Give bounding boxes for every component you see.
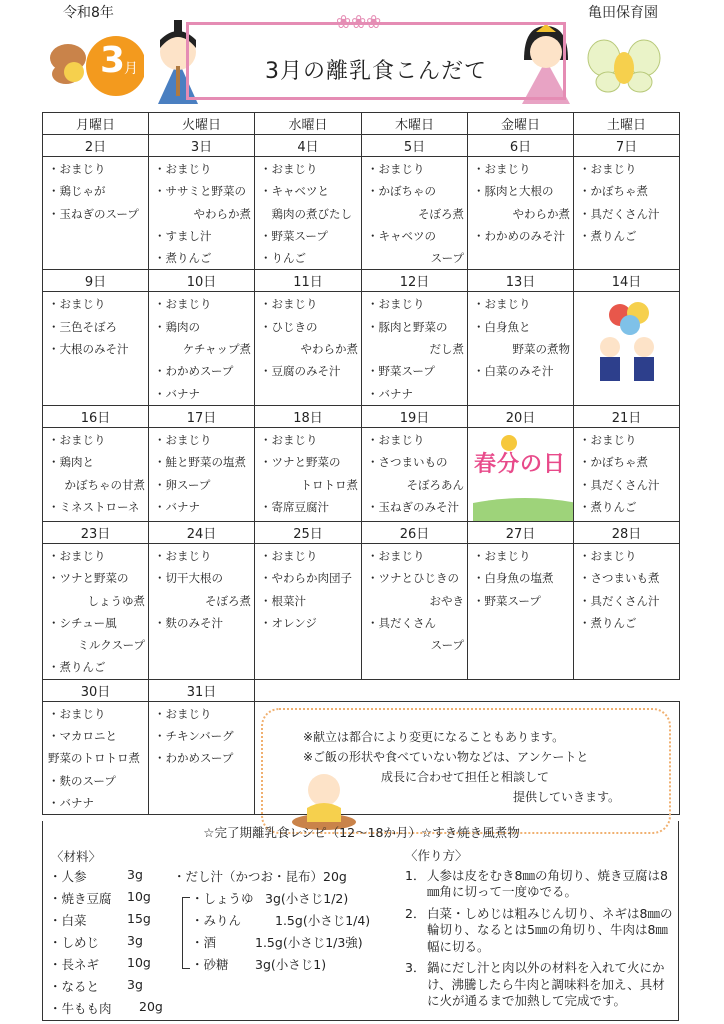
menu-item: ・豚肉と野菜の — [367, 319, 448, 334]
date-cell: 20日 — [468, 405, 574, 427]
menu-item: ・りんご — [260, 251, 306, 266]
menu-cell — [574, 157, 680, 270]
ingredient-name: ・牛もも肉 — [49, 1001, 112, 1016]
menu-cell — [468, 543, 574, 679]
month-number: 3 — [100, 40, 126, 81]
seasoning-qty: 1.5g(小さじ1/4) — [275, 913, 371, 928]
date-cell: 18日 — [255, 405, 362, 427]
menu-cell — [362, 292, 468, 405]
date-cell: 26日 — [362, 521, 468, 543]
menu-item: ・鶏じゃが — [48, 184, 106, 199]
menu-cell — [255, 157, 362, 270]
step-text: 人参は皮をむき8㎜の角切り、焼き豆腐は8㎜角に切って一度ゆでる。 — [427, 867, 668, 899]
recipe-steps — [405, 848, 677, 1015]
menu-item: ・鶏肉と — [48, 455, 94, 470]
menu-cell — [149, 427, 255, 521]
menu-item: ・白身魚と — [473, 319, 531, 334]
menu-item: ・わかめスープ — [154, 751, 234, 766]
menu-item: 野菜の煮物 — [512, 342, 570, 357]
date-cell: 25日 — [255, 521, 362, 543]
weekday-sat: 土曜日 — [574, 113, 680, 135]
menu-item: ・おまじり — [473, 548, 531, 563]
menu-cell — [43, 701, 149, 814]
month-badge-icon — [44, 30, 144, 100]
menu-item: ・さつまいも煮 — [579, 571, 660, 586]
ingredient-qty: 15g — [127, 911, 151, 926]
menu-item: ・根菜汁 — [260, 593, 306, 608]
date-cell: 31日 — [149, 679, 255, 701]
menu-item: ・おまじり — [260, 548, 318, 563]
menu-item: おやき — [429, 593, 464, 608]
seasoning-qty: 3g(小さじ1) — [255, 957, 327, 972]
notes-cell — [255, 701, 680, 814]
date-cell: 7日 — [574, 135, 680, 157]
menu-item: ・おまじり — [48, 706, 106, 721]
menu-item: ・おまじり — [367, 162, 425, 176]
materials-label: 〈材料〉 — [51, 849, 102, 864]
menu-cell — [43, 292, 149, 405]
menu-item: やわらか煮 — [300, 342, 358, 357]
menu-item: ・おまじり — [48, 297, 106, 312]
menu-item: ・ツナと野菜の — [48, 571, 129, 586]
menu-item: ・ミネストローネ — [48, 499, 140, 514]
menu-cell — [43, 427, 149, 521]
event-label: 春分の日 — [474, 451, 567, 477]
menu-item: トロトロ煮 — [300, 477, 358, 492]
menu-item: ・玉ねぎのスープ — [48, 206, 139, 221]
menu-item: そぼろあん — [406, 477, 464, 492]
menu-item: ・煮りんご — [579, 499, 637, 514]
menu-item: ・麩のみそ汁 — [154, 615, 223, 630]
menu-item: ・おまじり — [473, 162, 531, 176]
page-title: 3月の離乳食こんだて — [265, 59, 487, 84]
menu-item: ・おまじり — [367, 432, 425, 447]
date-cell: 27日 — [468, 521, 574, 543]
menu-item: ・おまじり — [154, 297, 212, 312]
menu-cell — [149, 701, 255, 814]
ingredient-name: ・人参 — [49, 869, 87, 884]
seasoning-name: ・みりん — [191, 913, 242, 928]
menu-item: ・かぼちゃの — [367, 184, 436, 199]
menu-item: ・卵スープ — [154, 477, 211, 492]
date-cell: 13日 — [468, 270, 574, 292]
menu-row — [43, 157, 680, 270]
title-frame — [186, 14, 566, 100]
ingredient-name: ・長ネギ — [49, 957, 100, 972]
date-cell: 28日 — [574, 521, 680, 543]
menu-item: ・おまじり — [367, 548, 425, 563]
menu-item: ・マカロニと — [48, 729, 117, 744]
menu-item: 鶏肉の煮びたし — [260, 206, 352, 221]
menu-item: ・やわらか肉団子 — [260, 571, 352, 586]
menu-row — [43, 427, 680, 521]
menu-item: ・シチュー風 — [48, 615, 117, 630]
menu-item: しょうゆ煮 — [87, 593, 145, 608]
menu-item: スープ — [430, 251, 464, 266]
ingredient-qty: 10g — [127, 955, 151, 970]
menu-item: ・ツナと野菜の — [260, 455, 341, 470]
menu-item: かぼちゃの甘煮 — [64, 477, 145, 492]
menu-item: ミルクスープ — [77, 638, 145, 653]
menu-item: ・野菜スープ — [473, 593, 541, 608]
menu-cell — [362, 427, 468, 521]
menu-cell — [43, 543, 149, 679]
menu-cell — [362, 543, 468, 679]
ingredient-name: ・なると — [49, 979, 100, 994]
menu-item: ・おまじり — [48, 162, 106, 176]
date-cell: 16日 — [43, 405, 149, 427]
menu-item: ・おまじり — [367, 297, 425, 312]
note-line: 提供していきます。 — [513, 789, 621, 804]
step-text: 鍋にだし汁と肉以外の材料を入れて火にかけ、沸騰したら牛肉と調味料を加え、具材に火が通るまで加熱して完成です。 — [427, 960, 665, 1008]
recipe-step — [405, 960, 677, 1010]
menu-item: ・麩のスープ — [48, 773, 116, 788]
menu-item: ・野菜スープ — [260, 228, 328, 243]
ingredient-qty: 3g — [127, 867, 143, 882]
date-row — [43, 679, 680, 701]
menu-item: ・ひじきの — [260, 319, 318, 334]
note-line: ※献立は都合により変更になることもあります。 — [303, 729, 565, 744]
menu-item: ・バナナ — [154, 386, 200, 401]
seasoning-qty: 3g(小さじ1/2) — [265, 891, 349, 906]
date-row — [43, 270, 680, 292]
menu-item: ・切干大根の — [154, 571, 223, 586]
menu-item: ・おまじり — [579, 162, 637, 176]
menu-item: スープ — [430, 638, 464, 653]
menu-item: ・豆腐のみそ汁 — [260, 364, 341, 379]
recipe-step — [405, 906, 677, 956]
date-cell: 19日 — [362, 405, 468, 427]
menu-item: ・バナナ — [48, 795, 94, 810]
era-year: 令和8年 — [63, 5, 114, 21]
date-cell: 21日 — [574, 405, 680, 427]
date-row — [43, 135, 680, 157]
menu-item: そぼろ煮 — [418, 206, 464, 221]
date-cell: 5日 — [362, 135, 468, 157]
menu-item: ・大根のみそ汁 — [48, 342, 129, 357]
menu-item: ・白菜のみそ汁 — [473, 364, 554, 379]
menu-item: ・煮りんご — [48, 660, 106, 675]
weekday-header — [43, 113, 680, 135]
recipe-step — [405, 868, 677, 901]
weekday-wed: 水曜日 — [255, 113, 362, 135]
menu-item: ・バナナ — [154, 499, 200, 514]
menu-cell — [362, 157, 468, 270]
menu-cell — [149, 543, 255, 679]
butterfly-icon — [586, 34, 662, 96]
menu-cell — [255, 427, 362, 521]
menu-item: ・おまじり — [154, 432, 212, 447]
menu-item: そぼろ煮 — [205, 593, 251, 608]
menu-cell — [468, 157, 574, 270]
date-cell: 11日 — [255, 270, 362, 292]
weekday-thu: 木曜日 — [362, 113, 468, 135]
menu-calendar — [42, 112, 680, 815]
menu-cell — [255, 543, 362, 679]
date-cell: 24日 — [149, 521, 255, 543]
seasoning-name: ・しょうゆ — [191, 891, 254, 906]
menu-item: やわらか煮 — [193, 206, 251, 221]
menu-cell — [574, 543, 680, 679]
date-cell: 17日 — [149, 405, 255, 427]
menu-cell — [468, 427, 574, 521]
menu-item: ・チキンバーグ — [154, 729, 234, 744]
menu-item: ・ササミと野菜の — [154, 184, 246, 199]
menu-item: ・煮りんご — [579, 228, 637, 243]
date-cell: 4日 — [255, 135, 362, 157]
seasoning-name: ・酒 — [191, 935, 217, 950]
step-text: 白菜・しめじは粗みじん切り、ネギは8㎜の輪切り、なるとは5㎜の角切り、牛肉は8㎜幅に切る。 — [427, 905, 673, 954]
menu-item: ・具だくさん汁 — [579, 206, 660, 221]
menu-item: ・おまじり — [473, 297, 531, 312]
menu-item: ・ツナとひじきの — [367, 571, 459, 586]
seasoning-qty: 1.5g(小さじ1/3強) — [255, 935, 363, 950]
menu-item: ・具だくさん汁 — [579, 593, 660, 608]
note-line: 成長に合わせて担任と相談して — [381, 769, 550, 784]
menu-row — [43, 543, 680, 679]
menu-item: ・豚肉と大根の — [473, 184, 554, 199]
menu-item: ・かぼちゃ煮 — [579, 184, 648, 199]
menu-item: ・具だくさん汁 — [579, 477, 660, 492]
weekday-mon: 月曜日 — [43, 113, 149, 135]
menu-cell — [149, 292, 255, 405]
menu-item: ・おまじり — [579, 432, 637, 447]
ingredient-qty: 20g — [139, 999, 163, 1014]
date-cell: 9日 — [43, 270, 149, 292]
menu-cell — [149, 157, 255, 270]
menu-item: だし煮 — [429, 342, 464, 357]
menu-item: ・おまじり — [260, 297, 318, 312]
step-number: 1． — [405, 867, 426, 883]
menu-item: ・野菜スープ — [367, 364, 435, 379]
weekday-tue: 火曜日 — [149, 113, 255, 135]
steps-label: 〈作り方〉 — [405, 848, 468, 863]
menu-item: ・白身魚の塩煮 — [473, 571, 554, 586]
menu-cell — [43, 157, 149, 270]
ingredient-qty: 3g — [127, 977, 143, 992]
menu-item: ・おまじり — [260, 432, 318, 447]
menu-item: ・おまじり — [48, 548, 106, 563]
menu-item: ・おまじり — [579, 548, 637, 563]
menu-item: ・おまじり — [260, 162, 318, 176]
ingredient-name: ・白菜 — [49, 913, 87, 928]
menu-item: ・煮りんご — [579, 615, 637, 630]
seasoning-name: ・砂糖 — [191, 957, 229, 972]
menu-item: ・さつまいもの — [367, 455, 448, 470]
menu-item: ・バナナ — [367, 386, 413, 401]
menu-item: ケチャップ煮 — [182, 342, 251, 357]
date-cell: 6日 — [468, 135, 574, 157]
date-cell: 3日 — [149, 135, 255, 157]
menu-item: ・鮭と野菜の塩煮 — [154, 455, 246, 470]
seasoning-bracket — [182, 897, 190, 969]
menu-item: ・わかめのみそ汁 — [473, 228, 565, 243]
menu-item: ・かぼちゃ煮 — [579, 455, 648, 470]
date-cell: 12日 — [362, 270, 468, 292]
step-number: 3． — [405, 960, 426, 975]
graduation-kids-icon — [580, 301, 676, 387]
menu-item: ・オレンジ — [260, 615, 317, 630]
dashi-item: ・だし汁（かつお・昆布）20g — [173, 869, 347, 884]
recipe-title: ☆完了期離乳食レシピ（12～18か月）☆すき焼き風煮物 — [203, 825, 520, 840]
menu-cell — [255, 292, 362, 405]
notes-box — [261, 708, 671, 834]
menu-item: ・おまじり — [154, 162, 212, 176]
menu-item: ・具だくさん — [367, 615, 436, 630]
ingredient-name: ・焼き豆腐 — [49, 891, 112, 906]
menu-item: ・鶏肉の — [154, 319, 200, 334]
menu-item: ・おまじり — [154, 548, 212, 563]
ingredient-qty: 3g — [127, 933, 143, 948]
menu-item: ・わかめスープ — [154, 364, 234, 379]
menu-item: ・キャベツの — [367, 228, 436, 243]
ingredient-qty: 10g — [127, 889, 151, 904]
menu-item: ・煮りんご — [154, 251, 212, 266]
menu-cell — [468, 292, 574, 405]
weekday-fri: 金曜日 — [468, 113, 574, 135]
menu-item: ・おまじり — [48, 432, 106, 447]
menu-item: ・すまし汁 — [154, 228, 212, 243]
menu-item: ・玉ねぎのみそ汁 — [367, 499, 459, 514]
menu-row — [43, 701, 680, 814]
date-cell: 2日 — [43, 135, 149, 157]
menu-item: ・寄席豆腐汁 — [260, 499, 329, 514]
school-name: 亀田保育園 — [588, 5, 658, 21]
menu-item: ・キャベツと — [260, 184, 329, 199]
menu-item: 野菜のトロトロ煮 — [48, 751, 140, 766]
ingredient-name: ・しめじ — [49, 935, 100, 950]
menu-item: ・おまじり — [154, 706, 212, 721]
step-number: 2． — [405, 905, 426, 921]
date-cell: 10日 — [149, 270, 255, 292]
date-cell: 14日 — [574, 270, 680, 292]
date-cell: 30日 — [43, 679, 149, 701]
menu-item: やわらか煮 — [512, 206, 570, 221]
menu-cell — [574, 427, 680, 521]
menu-cell — [574, 292, 680, 405]
menu-item: ・三色そぼろ — [48, 319, 117, 334]
ribbon-icon: ❀❀❀ — [336, 12, 382, 33]
recipe-section — [42, 821, 679, 1021]
month-unit: 月 — [124, 61, 138, 77]
note-line: ※ご飯の形状や食べていない物などは、アンケートと — [303, 749, 589, 764]
date-cell: 23日 — [43, 521, 149, 543]
date-row — [43, 405, 680, 427]
menu-row — [43, 292, 680, 405]
date-row — [43, 521, 680, 543]
